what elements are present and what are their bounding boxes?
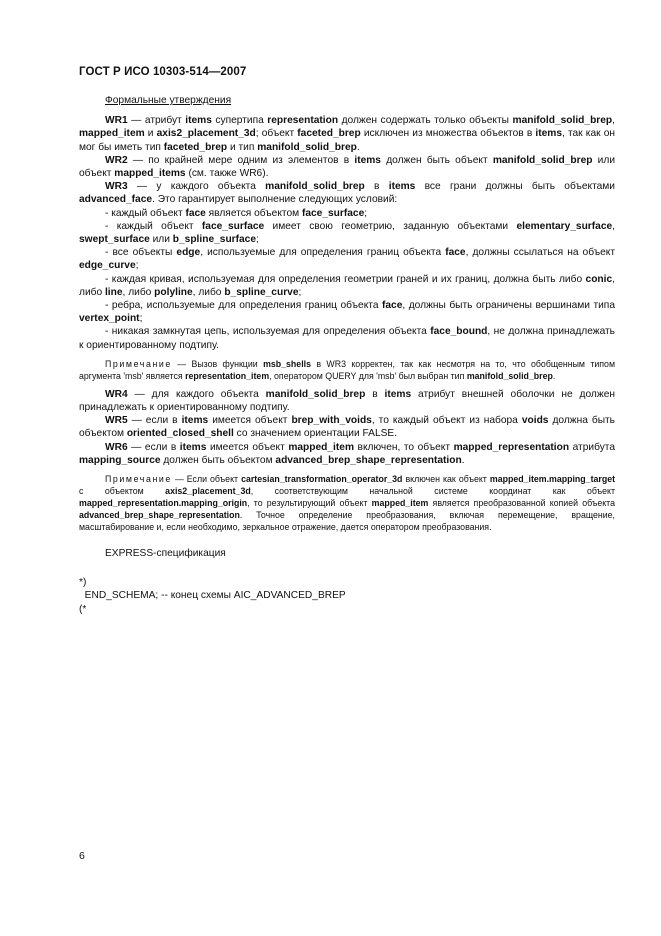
text: , так как он мог бы иметь тип (79, 128, 615, 153)
rule-id: WR2 (105, 154, 128, 166)
term: mapping_source (79, 454, 161, 466)
text: имеет свою геометрию, заданную объектами (264, 220, 517, 232)
term: polyline (154, 286, 193, 298)
term: b_spline_curve (224, 286, 299, 298)
term: face_surface (301, 207, 365, 219)
text: , либо (122, 286, 155, 298)
text: ; (135, 260, 139, 272)
note (79, 473, 615, 533)
note-label: Примечание (105, 358, 172, 369)
term: manifold_solid_brep (512, 115, 613, 127)
term: mapped_representation (453, 441, 570, 453)
text: , либо (192, 286, 225, 298)
text: включен как объект (402, 474, 490, 485)
code-block (79, 576, 615, 616)
term: items (384, 388, 412, 400)
text: . Точное определение преобразования, включая перемещение, вращение, масштабирование и, если необходимо, зеркальное отражение, дается оператором преобразования. (79, 510, 615, 533)
text: - все объекты (105, 247, 177, 259)
text: — атрибут (127, 115, 186, 127)
term: voids (521, 415, 549, 427)
text: — для каждого объекта (127, 388, 266, 400)
text: - ребра, используемые для определения границ объекта (105, 300, 382, 312)
rule-id: WR6 (105, 441, 128, 453)
term: mapped_items (114, 168, 186, 180)
text: в (364, 181, 389, 193)
text: ; объект (255, 128, 298, 140)
text: ; (256, 234, 259, 246)
term: conic (585, 273, 613, 285)
express-title: EXPRESS-спецификация (105, 548, 226, 560)
term: axis2_placement_3d (165, 486, 251, 497)
term: mapped_item.mapping_target (489, 474, 616, 485)
note-label: Примечание (105, 474, 172, 485)
text: атрибута (569, 441, 616, 453)
term: faceted_brep (163, 141, 228, 153)
text: имеется объект (208, 415, 292, 427)
term: face (185, 207, 206, 219)
page-number: 6 (79, 850, 85, 862)
text: , либо (79, 273, 615, 298)
rule-wr5 (79, 414, 615, 440)
text: , соответствующим начальной системе координат как объект (250, 486, 615, 497)
text: ; (298, 286, 302, 298)
text: должна быть объектом (79, 415, 615, 440)
term: mapped_representation.mapping_origin (79, 498, 248, 509)
text: - каждая кривая, используемая для определения геометрии граней и их границ, должна быть либо (105, 273, 586, 285)
text: или (149, 234, 173, 246)
term: manifold_solid_brep (492, 154, 593, 166)
rule-id: WR3 (105, 181, 128, 193)
term: manifold_solid_brep (265, 388, 366, 400)
code-line: *) (79, 577, 87, 589)
text: — у каждого объекта (127, 181, 266, 193)
term: items (181, 415, 209, 427)
text: ; (139, 313, 143, 325)
term: advanced_brep_shape_representation (79, 510, 240, 521)
text: супертипа (211, 115, 268, 127)
text: ; (364, 207, 368, 219)
term: manifold_solid_brep (257, 141, 357, 153)
rule-wr1 (79, 114, 615, 154)
text: является преобразованной копией объекта (428, 498, 615, 509)
text: . (461, 454, 465, 466)
text: все грани должны быть объектами (415, 181, 615, 193)
section-title: Формальные утверждения (105, 95, 232, 106)
text: в WR3 корректен, так как несмотря на то, что обобщенным типом аргумента 'msb' является (79, 358, 616, 381)
text: , используемые для определения границ объекта (200, 247, 446, 259)
rule-wr6 (79, 441, 615, 467)
term: manifold_solid_brep (466, 370, 553, 381)
text: имеется объект (206, 441, 289, 453)
term: line (104, 286, 123, 298)
term: edge (176, 247, 201, 259)
text: со значением ориентации FALSE. (233, 428, 398, 440)
term: brep_with_voids (291, 415, 372, 427)
text: (см. также WR6). (185, 168, 269, 180)
text: атрибут внешней оболочки не должен принадлежать к ориентированному подтипу. (79, 388, 615, 414)
text: , то результирующий объект (247, 498, 372, 509)
text: - каждый объект (105, 207, 186, 219)
term: representation_item (185, 370, 270, 381)
term: edge_curve (79, 260, 136, 272)
term: items (388, 181, 416, 193)
text: . Это гарантирует выполнение следующих условий: (152, 194, 398, 206)
code-line: END_SCHEMA; -- конец схемы AIC_ADVANCED_BREP (79, 590, 346, 602)
term: faceted_brep (297, 128, 361, 140)
term: mapped_item (371, 498, 429, 509)
text: должен содержать только объекты (338, 115, 513, 127)
text: - каждый объект (105, 220, 202, 232)
text: в (365, 388, 385, 400)
page-content (79, 94, 615, 616)
term: representation (267, 115, 339, 127)
text: и (144, 128, 157, 140)
text: — если в (127, 415, 182, 427)
list-item (79, 220, 615, 246)
text: . (552, 370, 556, 381)
list-item (79, 207, 615, 220)
term: swept_surface (79, 234, 150, 246)
rule-wr4 (79, 388, 615, 414)
rule-id: WR5 (105, 415, 128, 427)
term: msb_shells (263, 358, 311, 369)
note (79, 358, 615, 382)
term: cartesian_transformation_operator_3d (241, 474, 403, 485)
text: , должны быть ограничены вершинами типа (402, 300, 615, 312)
text: , должны ссылаться на объект (465, 247, 615, 259)
term: face (382, 300, 403, 312)
term: items (535, 128, 562, 140)
term: face_bound (430, 326, 488, 338)
text: и тип (227, 141, 258, 153)
text: , (612, 220, 616, 232)
term: items (179, 441, 207, 453)
list-item (79, 273, 615, 299)
text: , то каждый объект из набора (371, 415, 522, 427)
list-item (79, 325, 615, 351)
list-item (79, 246, 615, 272)
code-line: (* (79, 603, 87, 615)
term: items (354, 154, 381, 166)
term: axis2_placement_3d (156, 128, 256, 140)
term: b_spline_surface (172, 234, 257, 246)
rule-id: WR4 (105, 388, 128, 400)
term: mapped_item (288, 441, 354, 453)
document-header: ГОСТ Р ИСО 10303-514—2007 (79, 66, 247, 78)
text: , оператором QUERY для 'msb' был выбран тип (269, 370, 467, 381)
text: является объектом (205, 207, 302, 219)
text: исключен из множества объектов в (360, 128, 536, 140)
text: или объект (79, 154, 616, 180)
term: elementary_surface (516, 220, 613, 232)
term: vertex_point (79, 313, 140, 325)
text: должен быть объект (380, 154, 493, 166)
rule-id: WR1 (105, 115, 128, 127)
text: — если в (127, 441, 180, 453)
rule-wr3 (79, 180, 615, 206)
term: mapped_item (79, 128, 145, 140)
rule-wr2 (79, 154, 615, 180)
text: — Вызов функции (171, 358, 264, 369)
text: , не должна принадлежать к ориентированному подтипу. (79, 326, 615, 351)
list-item (79, 299, 615, 325)
text: - никакая замкнутая цепь, используемая для определения объекта (105, 326, 431, 338)
text: . (356, 141, 360, 153)
term: oriented_closed_shell (126, 428, 234, 440)
text: , (612, 115, 615, 127)
term: face_surface (201, 220, 265, 232)
text: с объектом (79, 486, 166, 497)
text: — по крайней мере одним из элементов в (127, 154, 355, 166)
text: включен, то объект (354, 441, 454, 453)
term: items (185, 115, 212, 127)
term: advanced_brep_shape_representation (275, 454, 462, 466)
term: face (445, 247, 466, 259)
text: должен быть объектом (160, 454, 276, 466)
text: — Если объект (171, 474, 242, 485)
term: advanced_face (79, 194, 153, 206)
term: manifold_solid_brep (265, 181, 365, 193)
